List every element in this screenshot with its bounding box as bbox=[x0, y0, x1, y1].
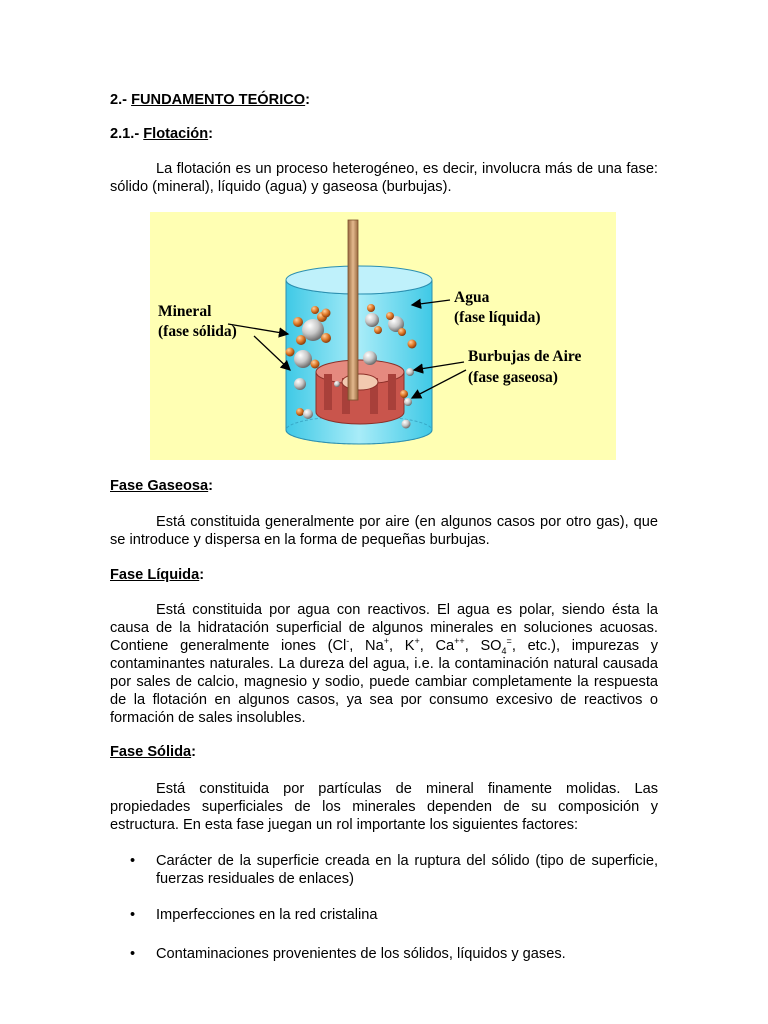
fase-gaseosa-title: Fase Gaseosa bbox=[110, 478, 209, 494]
liquida-sub-5: 4 bbox=[501, 645, 507, 656]
rotor-impeller bbox=[316, 360, 404, 424]
label-agua-phase: (fase líquida) bbox=[454, 309, 541, 326]
section-heading-main bbox=[110, 91, 658, 109]
heading-number: 2.- bbox=[110, 92, 132, 108]
label-burbujas: Burbujas de Aire bbox=[468, 348, 582, 365]
heading-suffix: : bbox=[305, 92, 311, 108]
liquida-text-5: , SO bbox=[464, 638, 502, 654]
heading-fase-solida bbox=[110, 743, 658, 761]
liquida-text-1: Está constituida por agua con reactivos. El agua es polar, siendo ésta la causa de la hidratación superficial de algunos minerales en soluciones acuosas. Contiene generalmente iones (Cl bbox=[110, 602, 658, 654]
label-mineral-phase: (fase sólida) bbox=[158, 323, 237, 340]
subheading-title: Flotación bbox=[143, 126, 209, 142]
liquida-sup-2: + bbox=[383, 636, 389, 647]
agitator-shaft bbox=[348, 220, 358, 400]
subheading-number: 2.1.- bbox=[110, 126, 144, 142]
label-burbujas-phase: (fase gaseosa) bbox=[468, 369, 558, 386]
fase-liquida-title: Fase Líquida bbox=[110, 567, 200, 583]
fase-liquida-text bbox=[110, 601, 658, 727]
label-agua: Agua bbox=[454, 289, 490, 306]
heading-fase-gaseosa bbox=[110, 477, 658, 495]
label-mineral: Mineral bbox=[158, 303, 212, 320]
fase-solida-title: Fase Sólida bbox=[110, 744, 192, 760]
bullet-text: Carácter de la superficie creada en la ruptura del sólido (tipo de superficie, fuerzas residuales de enlaces) bbox=[156, 853, 658, 887]
liquida-text-3: , K bbox=[388, 638, 415, 654]
liquida-sup-4: ++ bbox=[454, 636, 465, 647]
bullet-icon: • bbox=[130, 946, 136, 962]
liquida-text-4: , Ca bbox=[419, 638, 455, 654]
fase-solida-suffix: : bbox=[191, 744, 196, 760]
bullet-icon: • bbox=[130, 907, 136, 923]
fase-liquida-suffix: : bbox=[199, 567, 205, 583]
liquida-text-6: , etc.), impurezas y contaminantes naturales. La dureza del agua, i.e. la contaminación natural causada por sales de calcio, magnesio y sodio, puede cambiar completamente la respuesta de la flotación en algunos casos, ya sea por consumo excesivo de reactivos o formación de sales insolubles. bbox=[110, 638, 659, 726]
section-heading-sub bbox=[110, 125, 658, 143]
liquida-sup-1: - bbox=[346, 636, 350, 647]
fase-gaseosa-text: Está constituida generalmente por aire (en algunos casos por otro gas), que se introduce y dispersa en la forma de pequeñas burbujas. bbox=[110, 514, 658, 548]
fase-gaseosa-suffix: : bbox=[208, 478, 214, 494]
bullet-icon: • bbox=[130, 853, 136, 869]
intro-paragraph: La flotación es un proceso heterogéneo, es decir, involucra más de una fase: sólido (mineral), líquido (agua) y gaseosa (burbujas). bbox=[110, 161, 658, 195]
flotation-cell-figure bbox=[150, 212, 616, 460]
liquida-text-2: , Na bbox=[349, 638, 384, 654]
liquida-sup-5: = bbox=[506, 636, 512, 647]
heading-title: FUNDAMENTO TEÓRICO bbox=[131, 92, 306, 108]
bullet-text: Contaminaciones provenientes de los sólidos, líquidos y gases. bbox=[156, 946, 566, 962]
bullet-text: Imperfecciones en la red cristalina bbox=[156, 907, 378, 923]
fase-solida-text: Está constituida por partículas de mineral finamente molidas. Las propiedades superficiales de los minerales dependen de su composición y estructura. En esta fase juegan un rol importante los siguientes factores: bbox=[110, 781, 658, 833]
heading-fase-liquida bbox=[110, 566, 658, 584]
liquida-sup-3: + bbox=[414, 636, 420, 647]
subheading-suffix: : bbox=[208, 126, 214, 142]
